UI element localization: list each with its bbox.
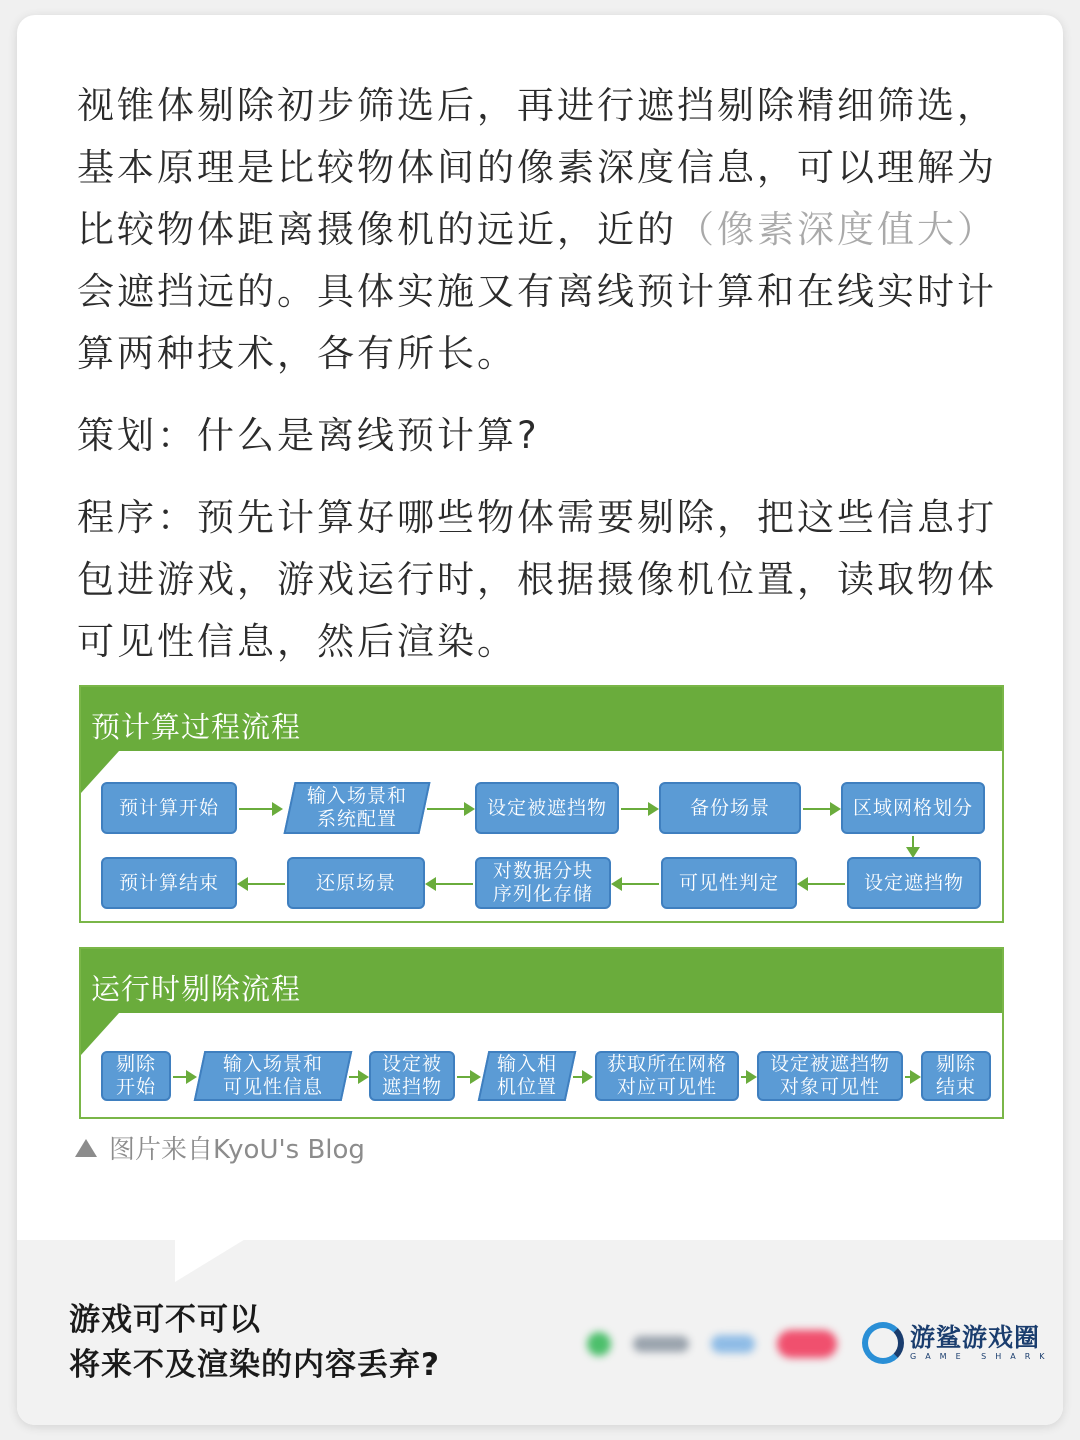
node-precompute-end [101,857,237,909]
logo-text [910,1324,1054,1362]
paragraph-intro-text-b: 会遮挡远的。具体实施又有离线预计算和在线实时计算两种技术，各有所长。 [77,270,997,375]
node-input-scene-config [283,782,430,834]
node-visibility-judge [661,857,797,909]
paragraph-answer [77,487,1007,673]
node-cull-start [101,1051,171,1101]
node-grid-partition [841,782,985,834]
logo-chinese-name: 游鲨游戏圈 [910,1323,1041,1352]
shark-logo-icon [862,1322,904,1364]
node-set-occluder [847,857,981,909]
node-cull-start-label: 剔除 开始 [115,1053,156,1098]
arrow-right [621,808,657,810]
node-serialize-data [475,857,611,909]
arrow-right [573,1076,591,1078]
node-input-camera-pos [478,1051,577,1101]
node-set-occludee-runtime [369,1051,455,1101]
arrow-right [457,1076,479,1078]
node-cull-end [921,1051,991,1101]
image-caption [75,1129,365,1166]
precompute-flow-header [81,687,1002,751]
node-set-occludee-runtime-label: 设定被 遮挡物 [381,1053,442,1098]
arrow-down [912,836,914,856]
article-body [77,75,1007,693]
caption-text: 图片来自KyoU's Blog [109,1135,365,1165]
paragraph-answer-text: 程序：预先计算好哪些物体需要剔除，把这些信息打包进游戏，游戏运行时，根据摄像机位置，读取物体可见性信息，然后渲染。 [77,496,997,663]
node-set-object-visibility [757,1051,903,1101]
node-precompute-end-label: 预计算结束 [118,871,219,894]
node-backup-scene-label: 备份场景 [689,796,770,819]
node-input-scene-visibility [194,1051,353,1101]
paragraph-intro [77,75,1007,385]
paragraph-intro-text-a: 视锥体剔除初步筛选后，再进行遮挡剔除精细筛选，基本原理是比较物体间的像素深度信息，可以理解为比较物体距离摄像机的远近，近的 [77,84,997,251]
node-visibility-judge-label: 可见性判定 [678,871,779,894]
node-set-occludee-label: 设定被遮挡物 [486,796,607,819]
node-set-occluder-label: 设定遮挡物 [863,871,964,894]
arrow-right [741,1076,755,1078]
node-backup-scene [659,782,801,834]
precompute-flow-title: 预计算过程流程 [91,710,302,744]
node-set-object-visibility-label: 设定被遮挡物 对象可见性 [769,1053,890,1098]
article-card [17,15,1063,1425]
node-grid-partition-label: 区域网格划分 [852,796,973,819]
blurred-account-name [633,1336,689,1352]
node-precompute-start-label: 预计算开始 [118,796,219,819]
node-serialize-data-label: 对数据分块 序列化存储 [492,860,593,905]
footer-section [17,1240,1063,1425]
footer-question-line2: 将来不及渲染的内容丢弃? [69,1347,440,1383]
node-precompute-start [101,782,237,834]
node-input-camera-pos-label: 输入相 机位置 [496,1053,557,1098]
paragraph-intro-note: （像素深度值大） [677,208,997,251]
arrow-right [427,808,473,810]
logo-english-name: GAME SHARK [910,1352,1054,1361]
arrow-left [239,883,285,885]
gameshark-logo [862,1322,1054,1364]
node-set-occludee [475,782,619,834]
node-get-grid-visibility-label: 获取所在网格 对应可见性 [606,1053,727,1098]
runtime-flow-header [81,949,1002,1013]
runtime-flow-notch-shape [81,1013,119,1055]
footer-question [69,1298,440,1388]
node-input-scene-visibility-label: 输入场景和 可见性信息 [222,1053,323,1098]
blurred-social-badges [587,1330,837,1358]
speech-bubble-tail [175,1238,247,1282]
arrow-right [349,1076,367,1078]
paragraph-question [77,405,1007,467]
arrow-right [905,1076,919,1078]
node-cull-end-label: 剔除 结束 [935,1053,976,1098]
node-restore-scene [287,857,425,909]
node-restore-scene-label: 还原场景 [315,871,396,894]
caption-triangle-icon [75,1139,97,1157]
runtime-flow-diagram [79,947,1004,1119]
arrow-left [427,883,473,885]
runtime-flow-title: 运行时剔除流程 [91,972,302,1006]
weibo-icon [777,1330,837,1358]
footer-question-line1: 游戏可不可以 [69,1302,261,1338]
node-get-grid-visibility [595,1051,739,1101]
zhihu-icon [711,1335,755,1353]
precompute-flow-diagram [79,685,1004,923]
arrow-right [803,808,839,810]
arrow-left [613,883,659,885]
arrow-left [799,883,845,885]
paragraph-question-text: 策划：什么是离线预计算? [77,414,540,457]
arrow-right [173,1076,195,1078]
node-input-scene-config-label: 输入场景和 系统配置 [306,785,407,830]
wechat-icon [587,1332,611,1356]
arrow-right [239,808,281,810]
